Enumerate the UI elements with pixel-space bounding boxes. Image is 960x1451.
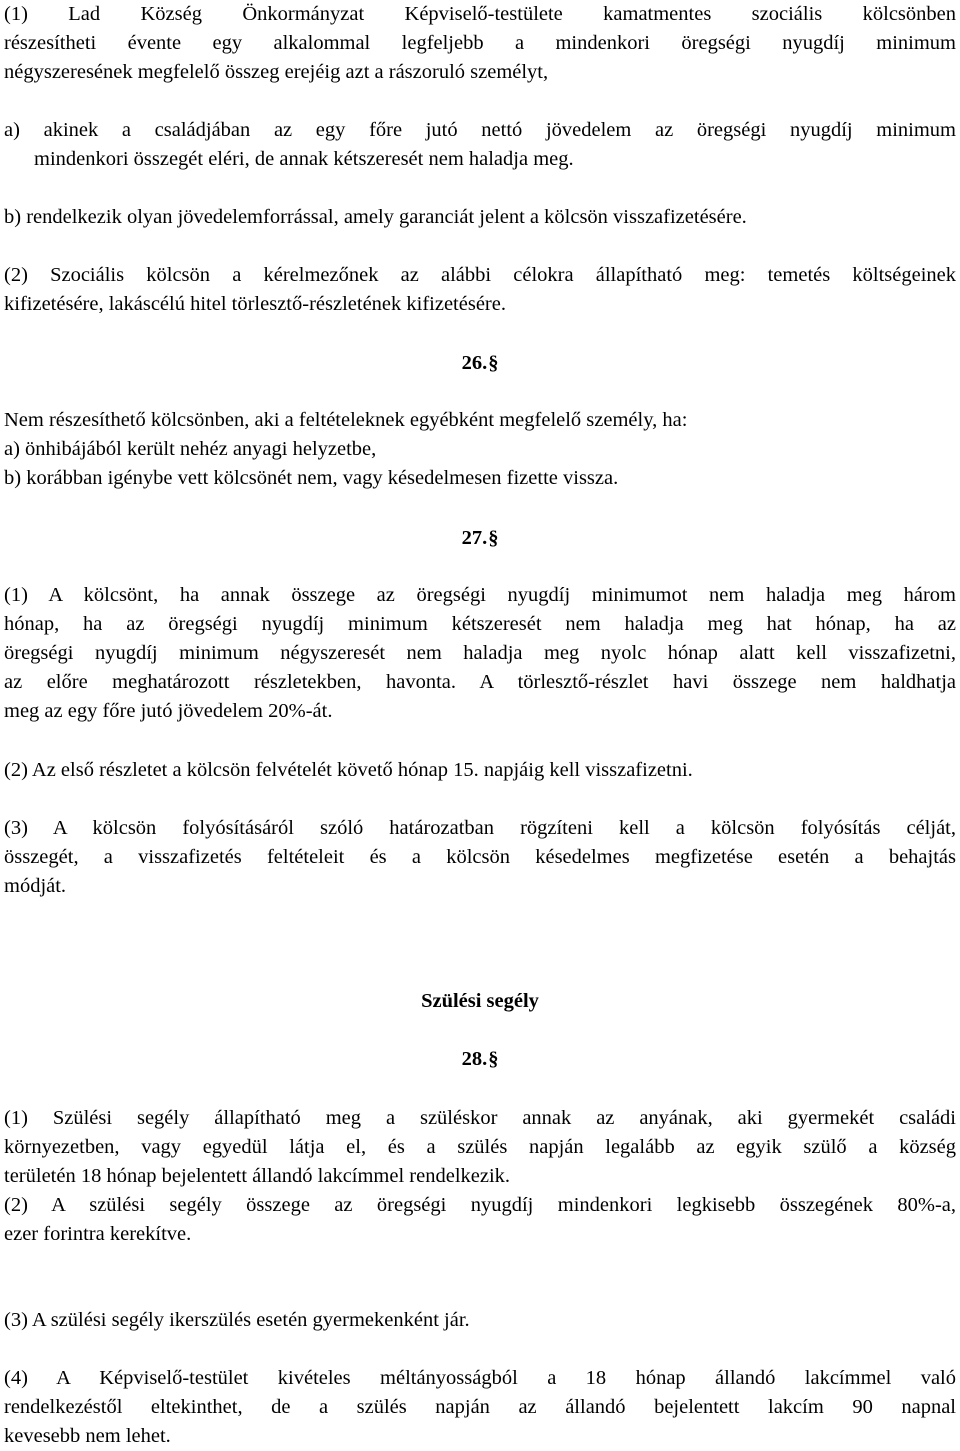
text-line: (3) A kölcsön folyósításáról szóló határozatban rögzíteni kell a kölcsön folyósítás célját, <box>4 817 956 839</box>
paragraph-25-1-a <box>4 116 956 174</box>
text-line: módját. <box>4 875 67 897</box>
text-line: b) korábban igénybe vett kölcsönét nem, vagy késedelmesen fizette vissza. <box>4 467 619 489</box>
paragraph-25-1-b <box>4 203 956 232</box>
paragraph-26 <box>4 406 956 493</box>
section-number-27 <box>4 524 956 553</box>
text-line: a) önhibájából került nehéz anyagi helyzetbe, <box>4 438 377 460</box>
text-line: ezer forintra kerekítve. <box>4 1223 192 1245</box>
text-line: (4) A Képviselő-testület kivételes méltányosságból a 18 hónap állandó lakcímmel való <box>4 1367 956 1389</box>
text-line: az előre meghatározott részletekben, havonta. A törlesztő-részlet havi összege nem haldhatja <box>4 671 956 693</box>
text-line: (2) Az első részletet a kölcsön felvételét követő hónap 15. napjáig kell visszafizetni. <box>4 759 693 781</box>
text-line: (1) A kölcsönt, ha annak összege az öregségi nyugdíj minimumot nem haladja meg három <box>4 584 956 606</box>
paragraph-sign: § <box>488 1048 499 1070</box>
text-line: kifizetésére, lakáscélú hitel törlesztő-részletének kifizetésére. <box>4 293 506 315</box>
paragraph-sign: § <box>488 352 499 374</box>
text-line: Nem részesíthető kölcsönben, aki a feltételeknek egyébként megfelelő személy, ha: <box>4 409 688 431</box>
paragraph-27-3 <box>4 814 956 901</box>
section-number: 26. <box>461 352 488 374</box>
section-number-26 <box>4 349 956 378</box>
text-line: (1) Lad Község Önkormányzat Képviselő-testülete kamatmentes szociális kölcsönben <box>4 3 956 25</box>
paragraph-27-2 <box>4 756 956 785</box>
text-line: négyszeresének megfelelő összeg erejéig azt a rászoruló személyt, <box>4 61 549 83</box>
text-line: mindenkori összegét eléri, de annak kétszeresét nem haladja meg. <box>34 148 574 170</box>
text-line: rendelkezéstől eltekinthet, de a szülés napján az állandó bejelentett lakcím 90 napnal <box>4 1396 956 1418</box>
text-line: (2) Szociális kölcsön a kérelmezőnek az alábbi célokra állapítható meg: temetés költségeinek <box>4 264 956 286</box>
text-line: (3) A szülési segély ikerszülés esetén gyermekenként jár. <box>4 1309 470 1331</box>
text-line: részesítheti évente egy alkalommal legfeljebb a mindenkori öregségi nyugdíj minimum <box>4 32 956 54</box>
text-line: kevesebb nem lehet. <box>4 1425 171 1447</box>
text-line: b) rendelkezik olyan jövedelemforrással, amely garanciát jelent a kölcsön visszafizetésére. <box>4 206 747 228</box>
text-line: (2) A szülési segély összege az öregségi nyugdíj mindenkori legkisebb összegének 80%-a, <box>4 1194 956 1216</box>
paragraph-25-2 <box>4 261 956 319</box>
paragraph-28-2 <box>4 1191 956 1249</box>
text-line: környezetben, vagy egyedül látja el, és a szülés napján legalább az egyik szülő a község <box>4 1136 956 1158</box>
paragraph-28-4 <box>4 1364 956 1451</box>
text-line: területén 18 hónap bejelentett állandó lakcímmel rendelkezik. <box>4 1165 511 1187</box>
text-line: hónap, ha az öregségi nyugdíj minimum kétszeresét nem haladja meg hat hónap, ha az <box>4 613 956 635</box>
text-line: a) akinek a családjában az egy főre jutó nettó jövedelem az öregségi nyugdíj minimum <box>4 119 956 141</box>
section-number: 27. <box>461 527 488 549</box>
text-line: (1) Szülési segély állapítható meg a szüléskor annak az anyának, aki gyermekét családi <box>4 1107 956 1129</box>
paragraph-25-1 <box>4 0 956 87</box>
section-title-szulesi-segely: Szülési segély <box>421 990 539 1012</box>
text-line: öregségi nyugdíj minimum négyszeresét nem haladja meg nyolc hónap alatt kell visszafizetni, <box>4 642 956 664</box>
paragraph-28-3 <box>4 1306 956 1335</box>
section-number: 28. <box>461 1048 488 1070</box>
text-line: meg az egy főre jutó jövedelem 20%-át. <box>4 700 333 722</box>
paragraph-28-1 <box>4 1104 956 1191</box>
paragraph-sign: § <box>488 527 499 549</box>
paragraph-27-1 <box>4 581 956 726</box>
text-line: összegét, a visszafizetés feltételeit és a kölcsön késedelmes megfizetése esetén a behajtás <box>4 846 956 868</box>
section-number-28 <box>4 1045 956 1074</box>
